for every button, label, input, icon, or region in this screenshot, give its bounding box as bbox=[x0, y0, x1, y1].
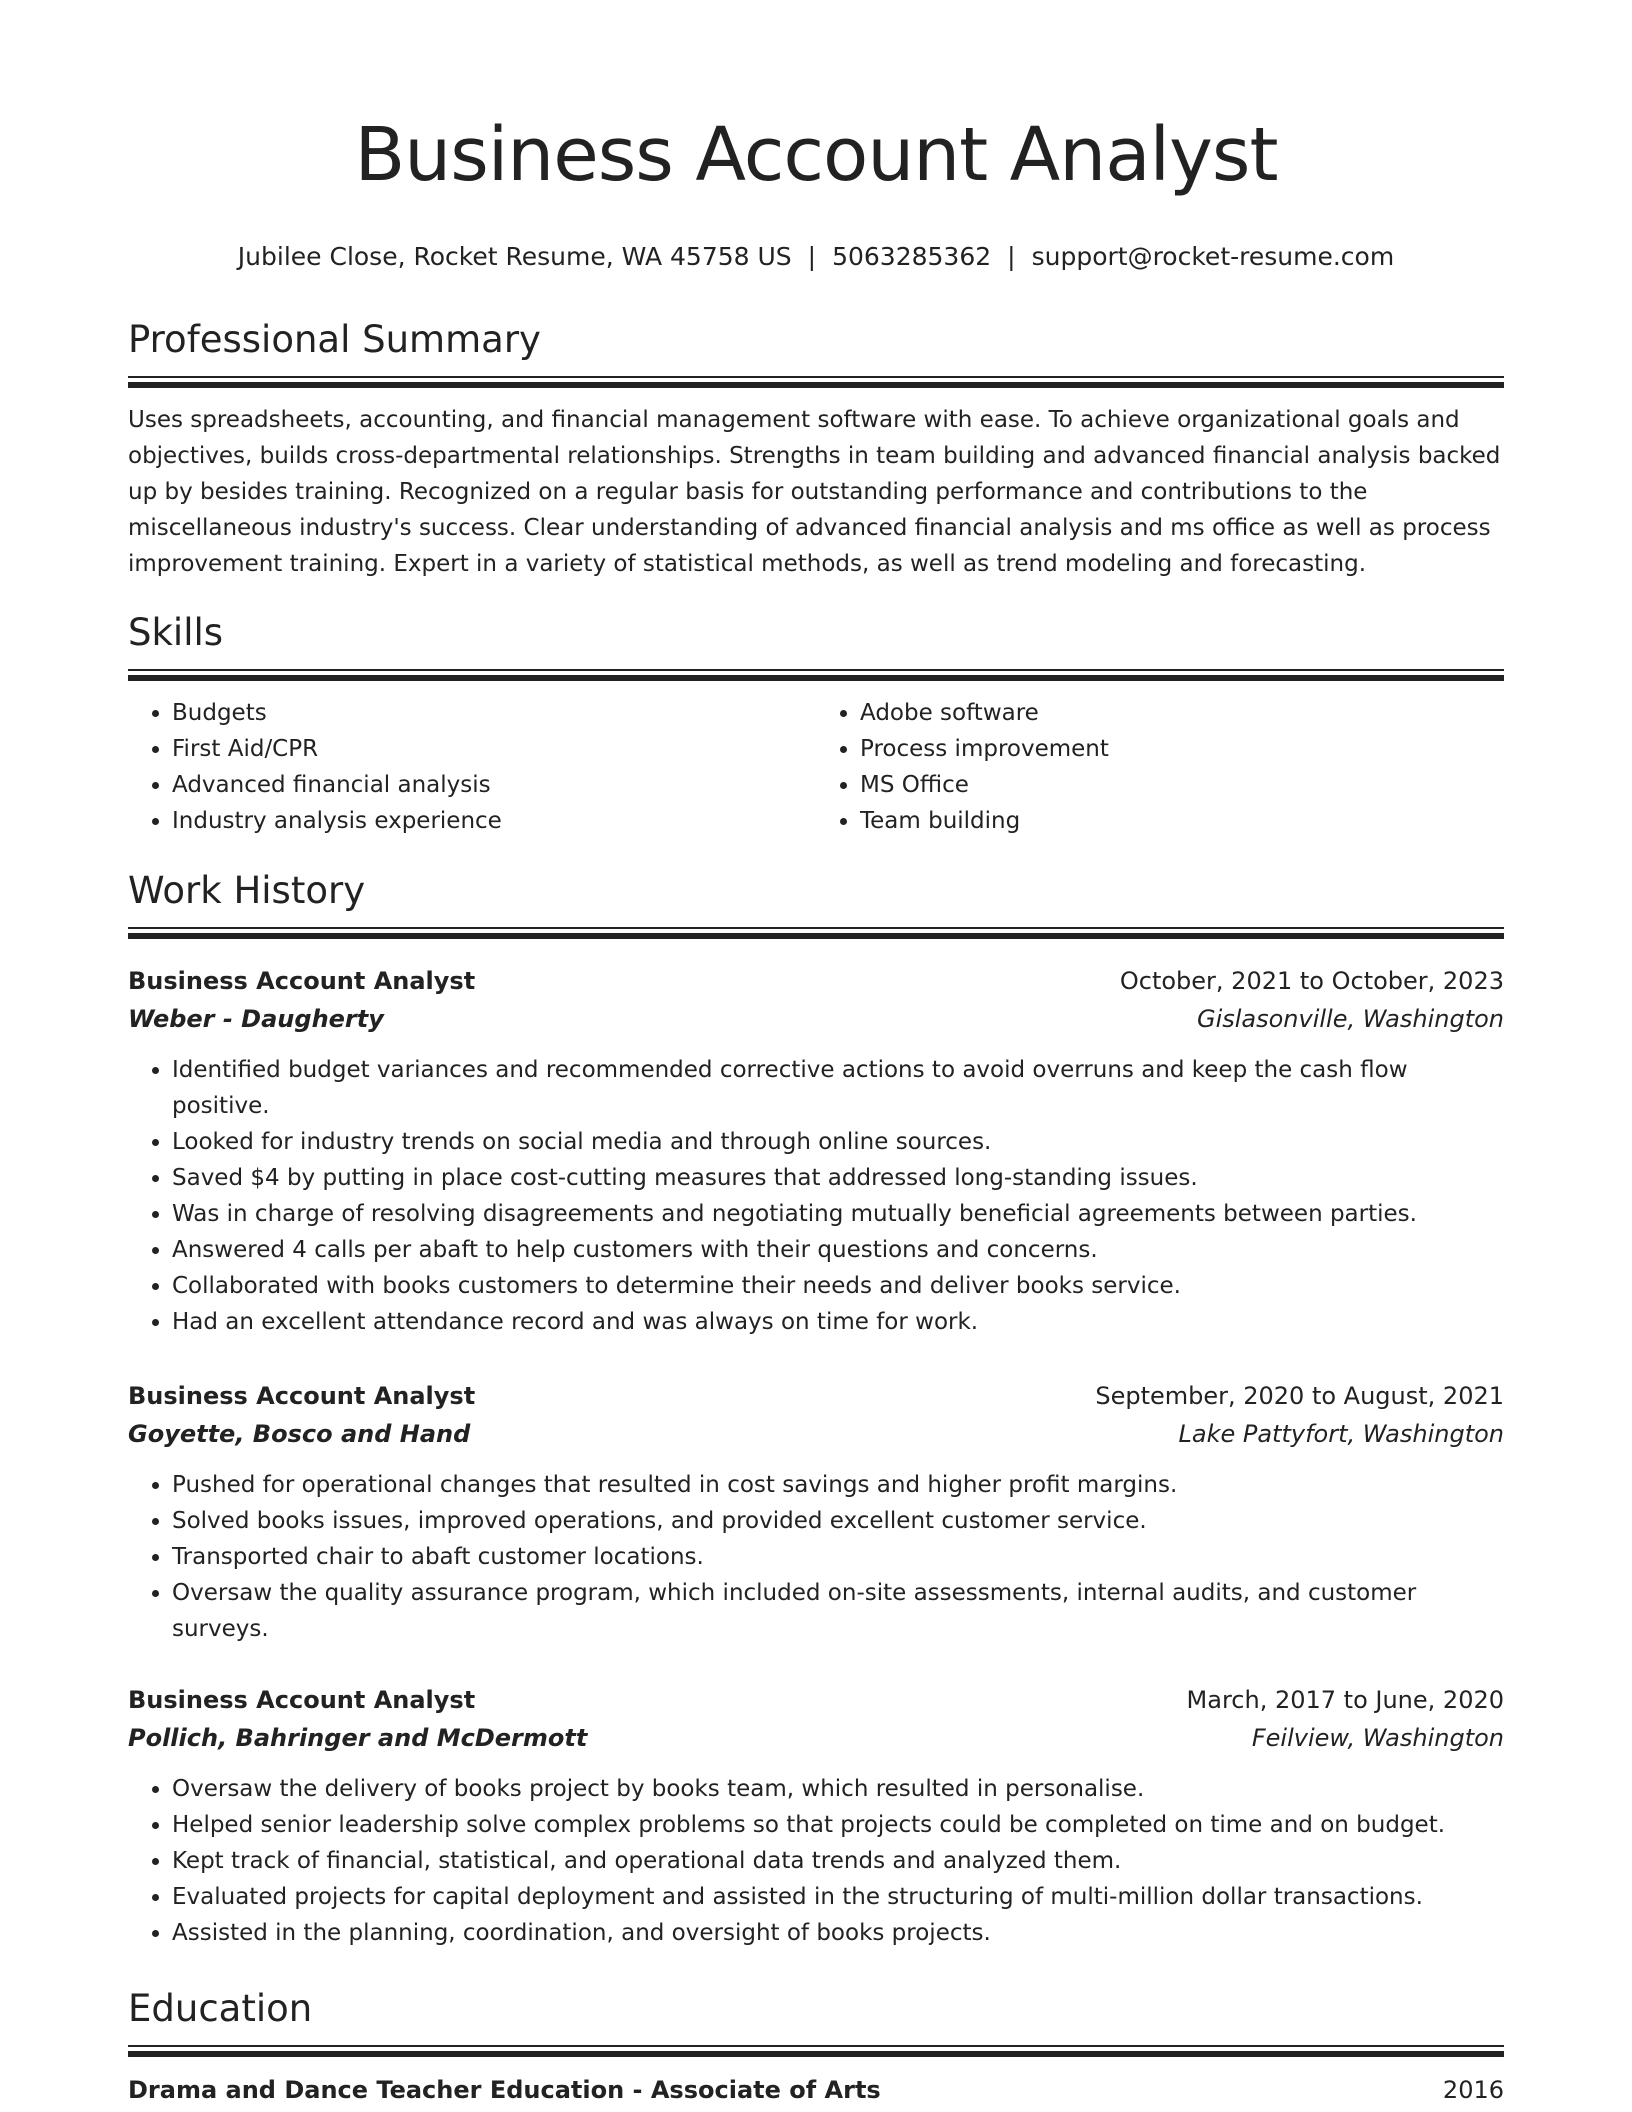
job-location: Lake Pattyfort, Washington bbox=[1178, 1420, 1504, 1448]
skills-section bbox=[128, 611, 1504, 839]
skills-heading: Skills bbox=[128, 611, 224, 654]
contact-separator: | bbox=[807, 242, 817, 271]
skill-item: • Budgets bbox=[172, 695, 816, 731]
job-entry bbox=[128, 1377, 1504, 1647]
job-bullet: • Collaborated with books customers to determine their needs and deliver books service. bbox=[172, 1268, 1504, 1304]
job-bullet: • Oversaw the delivery of books project by books team, which resulted in personalise. bbox=[172, 1771, 1504, 1807]
job-bullets bbox=[128, 1052, 1504, 1340]
resume-name: Business Account Analyst bbox=[354, 112, 1278, 198]
skill-item: • Industry analysis experience bbox=[172, 803, 816, 839]
skill-item: • Adobe software bbox=[860, 695, 1504, 731]
education-heading: Education bbox=[128, 1987, 313, 2030]
job-dates: September, 2020 to August, 2021 bbox=[1095, 1382, 1504, 1410]
work-section bbox=[128, 869, 1504, 939]
section-divider bbox=[128, 669, 1504, 671]
job-bullets bbox=[128, 1467, 1504, 1647]
contact-email: support@rocket-resume.com bbox=[1031, 242, 1395, 271]
work-heading: Work History bbox=[128, 869, 366, 912]
contact-line bbox=[128, 240, 1504, 274]
job-title: Business Account Analyst bbox=[128, 967, 476, 995]
education-entry bbox=[128, 2071, 1504, 2109]
job-bullets bbox=[128, 1771, 1504, 1951]
summary-section bbox=[128, 318, 1504, 582]
education-degree: Drama and Dance Teacher Education - Associate of Arts bbox=[128, 2076, 881, 2104]
job-dates: October, 2021 to October, 2023 bbox=[1119, 967, 1504, 995]
job-entry bbox=[128, 1681, 1504, 1951]
skills-list-right bbox=[816, 695, 1504, 839]
job-bullet: • Looked for industry trends on social media and through online sources. bbox=[172, 1124, 1504, 1160]
job-location: Gislasonville, Washington bbox=[1196, 1005, 1504, 1033]
job-bullet: • Pushed for operational changes that resulted in cost savings and higher profit margins. bbox=[172, 1467, 1504, 1503]
job-location: Feilview, Washington bbox=[1251, 1724, 1504, 1752]
job-bullet: • Saved $4 by putting in place cost-cutting measures that addressed long-standing issues. bbox=[172, 1160, 1504, 1196]
contact-phone: 5063285362 bbox=[832, 242, 992, 271]
section-divider bbox=[128, 2045, 1504, 2047]
skill-item: • Advanced financial analysis bbox=[172, 767, 816, 803]
section-divider bbox=[128, 382, 1504, 388]
summary-text: Uses spreadsheets, accounting, and financial management software with ease. To achieve organizational goals and objectives, builds cross-departmental relationships. Strengths in team building and advanced financial analysis backed up by besides training. Recognized on a regular basis for outstanding performance and contributions to the miscellaneous industry's success. Clear understanding of advanced financial analysis and ms office as well as process improvement training. Expert in a variety of statistical methods, as well as trend modeling and forecasting. bbox=[128, 407, 1501, 577]
job-bullet: • Assisted in the planning, coordination, and oversight of books projects. bbox=[172, 1915, 1504, 1951]
section-divider bbox=[128, 2051, 1504, 2057]
skill-item: • MS Office bbox=[860, 767, 1504, 803]
job-bullet: • Oversaw the quality assurance program, which included on-site assessments, internal audits, and customer surveys. bbox=[172, 1575, 1504, 1647]
job-company: Weber - Daugherty bbox=[128, 1005, 384, 1033]
contact-separator: | bbox=[1007, 242, 1016, 271]
job-bullet: • Was in charge of resolving disagreements and negotiating mutually beneficial agreements between parties. bbox=[172, 1196, 1504, 1232]
education-section bbox=[128, 1987, 1504, 2109]
contact-address: Jubilee Close, Rocket Resume, WA 45758 US bbox=[237, 242, 792, 271]
skills-columns bbox=[128, 695, 1504, 839]
job-title: Business Account Analyst bbox=[128, 1686, 476, 1714]
job-bullet: • Identified budget variances and recommended corrective actions to avoid overruns and keep the cash flow positive. bbox=[172, 1052, 1504, 1124]
education-year: 2016 bbox=[1442, 2076, 1504, 2104]
skill-item: • First Aid/CPR bbox=[172, 731, 816, 767]
job-bullet: • Solved books issues, improved operations, and provided excellent customer service. bbox=[172, 1503, 1504, 1539]
skill-item: • Team building bbox=[860, 803, 1504, 839]
skills-list-left bbox=[128, 695, 816, 839]
job-bullet: • Helped senior leadership solve complex problems so that projects could be completed on time and on budget. bbox=[172, 1807, 1504, 1843]
section-divider bbox=[128, 376, 1504, 378]
skill-item: • Process improvement bbox=[860, 731, 1504, 767]
job-company: Goyette, Bosco and Hand bbox=[128, 1420, 471, 1448]
section-divider bbox=[128, 933, 1504, 939]
section-divider bbox=[128, 927, 1504, 929]
job-company: Pollich, Bahringer and McDermott bbox=[128, 1724, 588, 1752]
job-bullet: • Answered 4 calls per abaft to help customers with their questions and concerns. bbox=[172, 1232, 1504, 1268]
job-title: Business Account Analyst bbox=[128, 1382, 476, 1410]
summary-heading: Professional Summary bbox=[128, 318, 541, 361]
section-divider bbox=[128, 675, 1504, 681]
job-bullet: • Transported chair to abaft customer locations. bbox=[172, 1539, 1504, 1575]
job-bullet: • Kept track of financial, statistical, and operational data trends and analyzed them. bbox=[172, 1843, 1504, 1879]
job-entry bbox=[128, 962, 1504, 1340]
job-dates: March, 2017 to June, 2020 bbox=[1186, 1686, 1504, 1714]
job-bullet: • Had an excellent attendance record and was always on time for work. bbox=[172, 1304, 1504, 1340]
job-bullet: • Evaluated projects for capital deployment and assisted in the structuring of multi-million dollar transactions. bbox=[172, 1879, 1504, 1915]
